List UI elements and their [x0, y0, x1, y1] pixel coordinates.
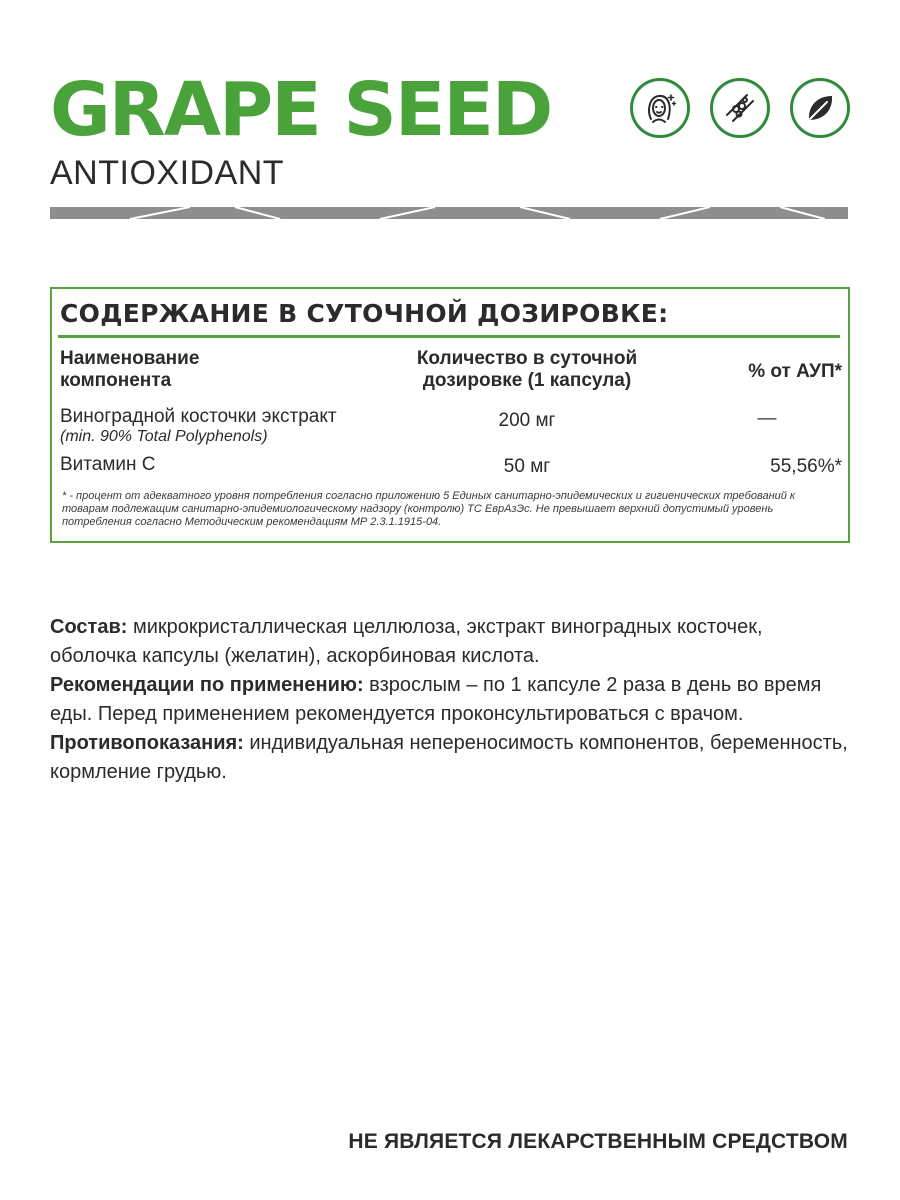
dosage-table	[50, 287, 850, 543]
table-row-name: Витамин С	[60, 454, 156, 475]
decorative-stripe	[50, 207, 848, 219]
col-header-name-line2: компонента	[60, 370, 172, 391]
row-name: Виноградной косточки экстракт	[60, 406, 337, 427]
product-info	[50, 613, 850, 787]
table-footnote: * - процент от адекватного уровня потребления согласно приложению 5 Единых санитарно-эпидемических и гигиенических требований к товарам подлежащим санитарно-эпидемиологическому надзору (контролю) ТС ЕврАзЭс. Не превышает верхний допустимый уровень потребления согласно Методическим рекомендациям МР 2.3.1.1915-04.	[62, 490, 796, 528]
benefit-icons	[630, 78, 850, 138]
product-title: GRAPE SEED	[50, 67, 552, 153]
row-note: (min. 90% Total Polyphenols)	[60, 428, 268, 445]
usage-label: Рекомендации по применению:	[50, 674, 364, 696]
col-header-amount-line1: Количество в суточной	[416, 348, 638, 369]
usage-paragraph	[50, 671, 850, 729]
row-amount: 50 мг	[503, 456, 551, 477]
not-medicine-notice: НЕ ЯВЛЯЕТСЯ ЛЕКАРСТВЕННЫМ СРЕДСТВОМ	[348, 1130, 848, 1153]
row-amount: 200 мг	[498, 410, 556, 431]
col-header-name-line1: Наименование	[60, 348, 200, 369]
contraindications-paragraph	[50, 729, 850, 787]
contraindications-label: Противопоказания:	[50, 732, 244, 754]
composition-paragraph	[50, 613, 850, 671]
row-percent: —	[757, 408, 777, 429]
col-header-amount-line2: дозировке (1 капсула)	[422, 370, 632, 391]
table-row	[60, 406, 337, 446]
title-divider	[58, 335, 840, 338]
usage-text: взрослым – по 1 капсуле 2 раза в день во время еды. Перед применением рекомендуется проконсультироваться с врачом.	[50, 674, 822, 725]
composition-text: микрокристаллическая целлюлоза, экстракт виноградных косточек, оболочка капсулы (желатин), аскорбиновая кислота.	[50, 616, 763, 667]
col-header-percent: % от АУП*	[748, 361, 842, 382]
leaf-icon	[790, 78, 850, 138]
beauty-face-icon	[630, 78, 690, 138]
blood-vessel-icon	[710, 78, 770, 138]
product-subtitle: ANTIOXIDANT	[50, 154, 285, 192]
dosage-table-title: СОДЕРЖАНИЕ В СУТОЧНОЙ ДОЗИРОВКЕ:	[60, 299, 669, 328]
row-percent: 55,56%*	[770, 456, 842, 477]
composition-label: Состав:	[50, 616, 128, 638]
col-header-amount	[392, 348, 662, 392]
col-header-name	[60, 348, 199, 392]
contraindications-text: индивидуальная непереносимость компонентов, беременность, кормление грудью.	[50, 732, 848, 783]
